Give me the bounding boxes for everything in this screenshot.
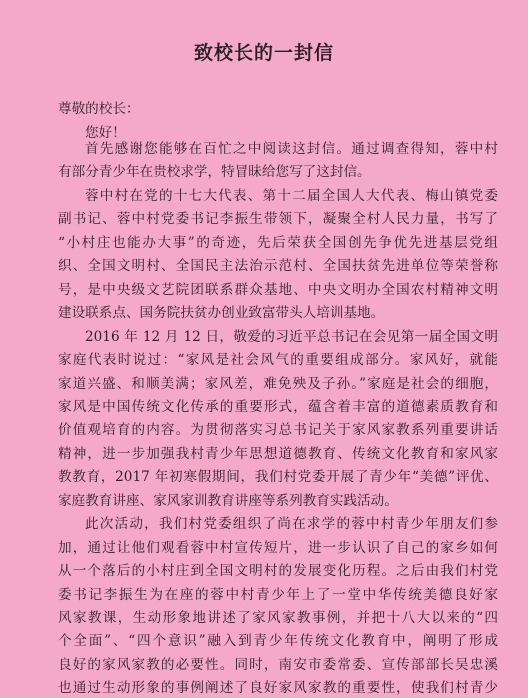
body-line: 蓉中村在党的十七大代表、第十二届全国人大代表、梅山镇党委 bbox=[85, 187, 498, 204]
body-line: 个全面”、“四个意识”融入到青少年传统文化教育中，阐明了形成 bbox=[58, 633, 498, 650]
body-line: 副书记、蓉中村党委书记李振生带领下，凝聚全村人民力量，书写了 bbox=[58, 211, 498, 228]
body-line: 精神，进一步加强我村青少年思想道德教育、传统文化教育和家风家 bbox=[58, 445, 498, 462]
body-line: 2016 年 12 月 12 日，敬爱的习近平总书记在会见第一届全国文明 bbox=[85, 328, 498, 345]
body-line: 加，通过让他们观看蓉中村宣传短片，进一步认识了自己的家乡如何 bbox=[58, 539, 498, 556]
body-line: 建设联系点、国务院扶贫办创业致富带头人培训基地。 bbox=[58, 305, 385, 322]
body-line: 良好的家风家教的必要性。同时，南安市委常委、宣传部部长吴忠溪 bbox=[58, 656, 498, 673]
body-line: 家道兴盛、和顺美满；家风差，难免殃及子孙。”家庭是社会的细胞， bbox=[58, 375, 498, 392]
salutation: 尊敬的校长： bbox=[58, 101, 140, 117]
body-line: 风家教课，生动形象地讲述了家风家教事例，并把十八大以来的“四 bbox=[58, 610, 498, 626]
body-line: 家庭教育讲座、家风家训教育讲座等系列教育实践活动。 bbox=[58, 492, 398, 509]
greeting: 您好！ bbox=[85, 125, 126, 141]
body-line: 教教育，2017 年初寒假期间，我们村党委开展了青少年“美德”评优、 bbox=[58, 469, 498, 486]
body-line: 委书记李振生为在座的蓉中村青少年上了一堂中华传统美德良好家 bbox=[58, 586, 498, 603]
body-line: 织、全国文明村、全国民主法治示范村、全国扶贫先进单位等荣誉称 bbox=[58, 258, 498, 275]
body-line: 家庭代表时说过：“家风是社会风气的重要组成部分。家风好，就能 bbox=[58, 352, 498, 369]
body-line: 首先感谢您能够在百忙之中阅读这封信。通过调查得知，蓉中村 bbox=[85, 141, 498, 157]
letter-title: 致校长的一封信 bbox=[193, 42, 334, 64]
body-line: 从一个落后的小村庄到全国文明村的发展变化历程。之后由我们村党 bbox=[58, 563, 498, 580]
body-line: 此次活动，我们村党委组织了尚在求学的蓉中村青少年朋友们参 bbox=[85, 516, 498, 533]
body-line: 也通过生动形象的事例阐述了良好家风家教的重要性，使我们村青少 bbox=[58, 680, 498, 697]
body-line: 价值观培育的内容。为贯彻落实习总书记关于家风家教系列重要讲话 bbox=[58, 422, 498, 439]
body-line: 号，是中央级文艺院团联系群众基地、中央文明办全国农村精神文明 bbox=[58, 281, 498, 298]
body-line: 有部分青少年在贵校求学，特冒昧给您写了这封信。 bbox=[58, 164, 371, 181]
body-line: “小村庄也能办大事”的奇迹，先后荣获全国创先争优先进基层党组 bbox=[58, 234, 498, 251]
body-line: 家风是中国传统文化传承的重要形式，蕴含着丰富的道德素质教育和 bbox=[58, 398, 498, 415]
